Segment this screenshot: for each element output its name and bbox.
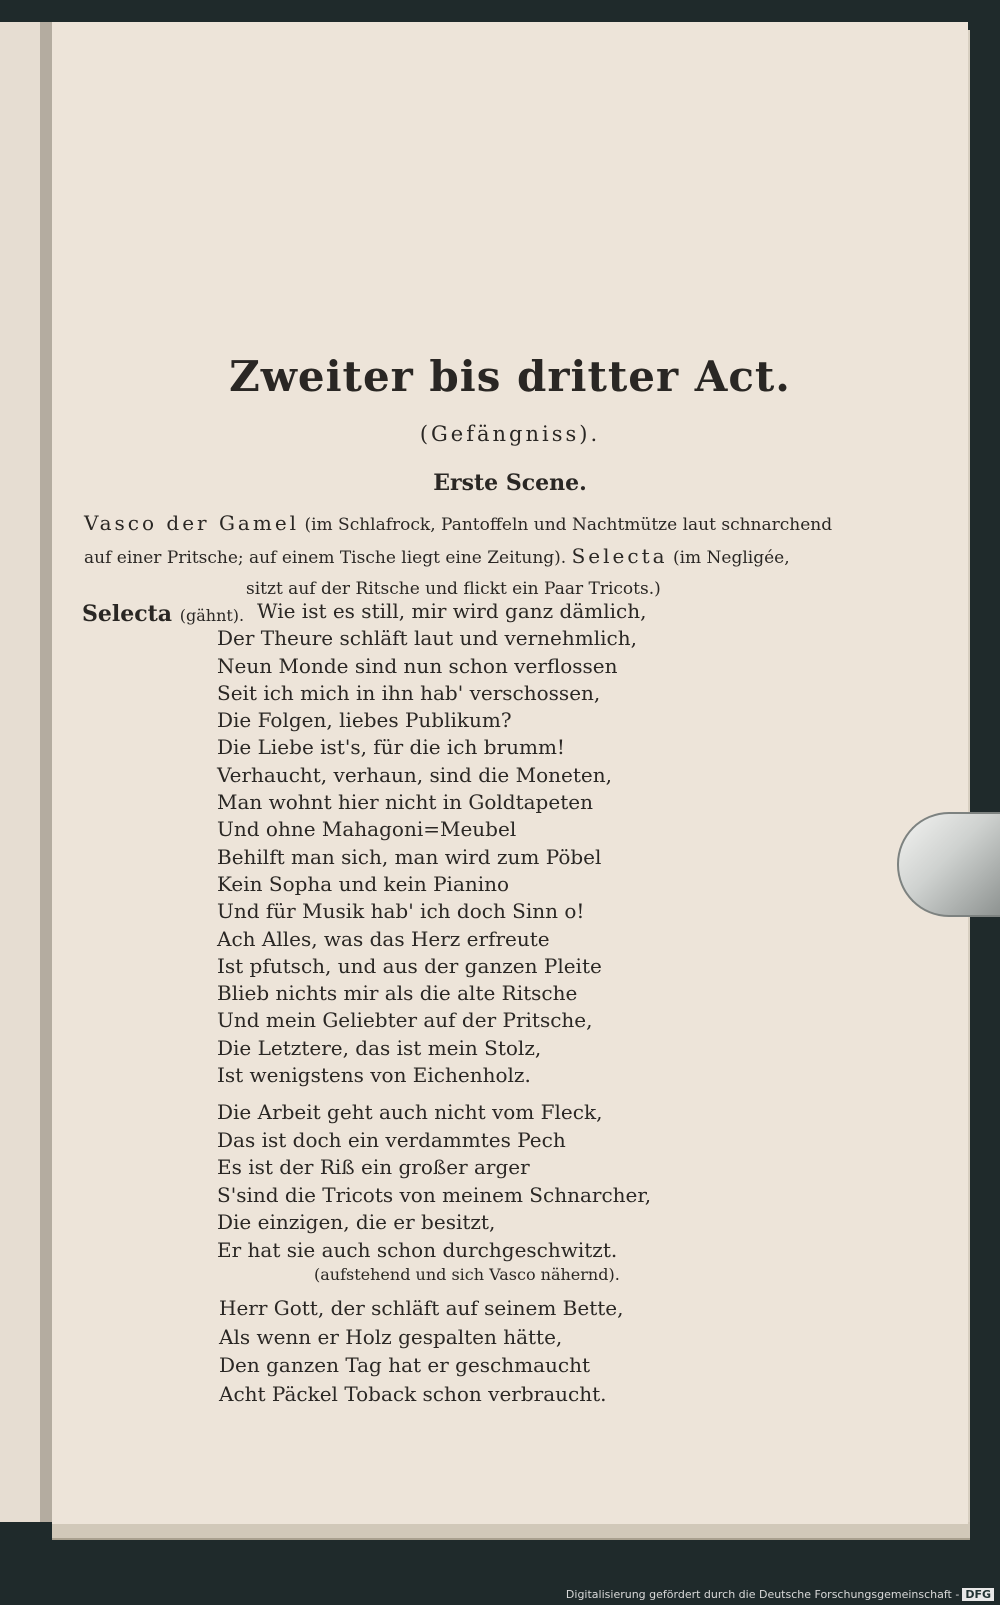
verse-stanza-1	[217, 598, 917, 1089]
stage-direction-text: auf einer Pritsche; auf einem Tische liegt eine Zeitung).	[84, 548, 567, 568]
verse-line: Verhaucht, verhaun, sind die Moneten,	[217, 762, 612, 787]
verse-stanza-2	[217, 1099, 917, 1264]
speaker-name: Selecta	[82, 601, 173, 627]
book-page	[52, 22, 968, 1524]
page-clip-icon	[897, 812, 1000, 917]
verse-line: Wie ist es still, mir wird ganz dämlich,	[257, 599, 647, 623]
verse-line: Und für Musik hab' ich doch Sinn o!	[217, 899, 585, 924]
verse-line: S'sind die Tricots von meinem Schnarcher,	[217, 1182, 652, 1207]
scene-heading: Erste Scene.	[433, 470, 587, 496]
stage-direction-inline: (aufstehend und sich Vasco nähernd).	[314, 1265, 620, 1284]
character-vasco: Vasco der Gamel	[84, 511, 300, 535]
verse-line: Die Folgen, liebes Publikum?	[217, 708, 512, 733]
stage-direction-text: sitzt auf der Ritsche und flickt ein Paar Tricots.)	[246, 579, 661, 599]
stage-direction-text: (im Negligée,	[672, 548, 790, 568]
verse-line: Die Arbeit geht auch nicht vom Fleck,	[217, 1100, 603, 1124]
facing-page-edge	[0, 22, 44, 1522]
verse-line: Es ist der Riß ein großer arger	[217, 1155, 530, 1179]
funding-footer	[566, 1588, 994, 1601]
character-selecta: Selecta	[571, 544, 668, 568]
verse-stanza-3	[219, 1294, 919, 1408]
verse-line: Er hat sie auch schon durchgeschwitzt.	[217, 1237, 618, 1262]
stage-direction-text: (im Schlafrock, Pantoffeln und Nachtmütze laut schnarchend	[304, 515, 833, 535]
verse-line: Ach Alles, was das Herz erfreute	[217, 926, 550, 951]
verse-line: Der Theure schläft laut und vernehmlich,	[217, 626, 637, 651]
dfg-logo: DFG	[962, 1588, 994, 1601]
speaker-note: (gähnt).	[179, 606, 245, 625]
verse-line: Die Letztere, das ist mein Stolz,	[217, 1035, 542, 1060]
verse-line: Man wohnt hier nicht in Goldtapeten	[217, 790, 593, 815]
verse-line: Acht Päckel Toback schon verbraucht.	[219, 1381, 607, 1406]
verse-line: Herr Gott, der schläft auf seinem Bette,	[219, 1296, 624, 1320]
footer-text: Digitalisierung gefördert durch die Deutsche Forschungsgemeinschaft -	[565, 1588, 960, 1601]
verse-line: Neun Monde sind nun schon verflossen	[217, 653, 618, 678]
location-subtitle: (Gefängniss).	[419, 422, 601, 446]
verse-line: Die einzigen, die er besitzt,	[217, 1210, 496, 1234]
act-title: Zweiter bis dritter Act.	[229, 352, 791, 401]
verse-line: Und ohne Mahagoni=Meubel	[217, 817, 517, 842]
verse-line: Seit ich mich in ihn hab' verschossen,	[217, 680, 601, 705]
stage-direction	[84, 508, 924, 605]
verse-line: Behilft man sich, man wird zum Pöbel	[217, 844, 602, 869]
verse-line: Ist pfutsch, und aus der ganzen Pleite	[217, 953, 602, 978]
verse-line: Kein Sopha und kein Pianino	[217, 871, 510, 896]
page-bottom-edge	[52, 1522, 970, 1540]
verse-line: Blieb nichts mir als die alte Ritsche	[217, 981, 578, 1006]
verse-line: Als wenn er Holz gespalten hätte,	[219, 1324, 563, 1349]
verse-line: Den ganzen Tag hat er geschmaucht	[219, 1353, 591, 1377]
verse-line: Das ist doch ein verdammtes Pech	[217, 1127, 566, 1152]
verse-line: Die Liebe ist's, für die ich brumm!	[217, 735, 565, 760]
verse-line: Und mein Geliebter auf der Pritsche,	[217, 1008, 593, 1033]
verse-line: Ist wenigstens von Eichenholz.	[217, 1063, 531, 1088]
